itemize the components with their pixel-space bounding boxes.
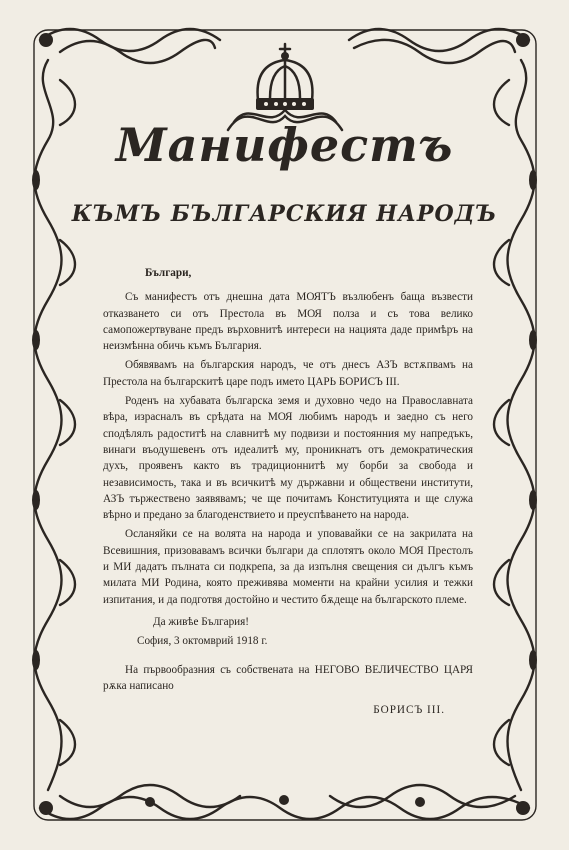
- paragraph-2: Обявявамъ на българския народъ, че отъ днесъ АЗЪ встѫпвамъ на Престола на българскитѣ царе подъ името ЦАРЬ БОРИСЪ III.: [103, 359, 473, 388]
- manifesto-body: [103, 265, 473, 718]
- greeting: Българи,: [145, 267, 192, 279]
- paragraph-1: Съ манифестъ отъ днешна дата МОЯТЪ възлюбенъ баща възвести отказването си отъ Престола въ МОЯ полза и съ това велико самопожертвуване предъ върховнитѣ интереси на нацията даде примѣръ на неизмѣнна обичь къмъ България.: [103, 291, 473, 353]
- paragraph-3: Роденъ на хубавата българска земя и духовно чедо на Православната вѣра, израсналъ въ срѣдата на МОЯ любимъ народъ и заедно съ него сподѣлялъ радоститѣ на славнитѣ му подвизи и постоянния му напредъкъ, винаги въодушевенъ отъ идеалитѣ му, проникнатъ отъ демократическия духъ, проявенъ както въ традиционнитѣ му борби за свобода и независимость, така и въ всичкитѣ му държавни и обществени институти, АЗЪ тържествено заявявамъ; че ще почитамъ Конституцията и ще служа вѣрно и предано за благоденствието и преуспѣването на народа.: [103, 395, 473, 522]
- closing-line: Да живѣе България!: [153, 615, 250, 628]
- document-subtitle: КЪМЪ БЪЛГАРСКИЯ НАРОДЪ: [71, 201, 498, 227]
- document-title: Манифестъ: [115, 118, 454, 172]
- document-date: София, 3 октомврий 1918 г.: [137, 635, 268, 648]
- paragraph-4: Осланяйки се на волята на народа и уповавайки се на закрилата на Всевишния, призовавамъ всички българи да сплотятъ около МОЯ Престолъ и МИ дадатъ пълната си подкрепа, за да изпълня свещения си дългъ къмъ милата МИ Родина, която преживява моменти на крайни усилия и тежки изпитания, и да подготвя достойно и честито бѫдеще на българското племе.: [103, 528, 473, 606]
- authenticity-note: На първообразния съ собствената на НЕГОВО ВЕЛИЧЕСТВО ЦАРЯ рѫка написано: [103, 663, 473, 692]
- signature: БОРИСЪ III.: [373, 704, 445, 717]
